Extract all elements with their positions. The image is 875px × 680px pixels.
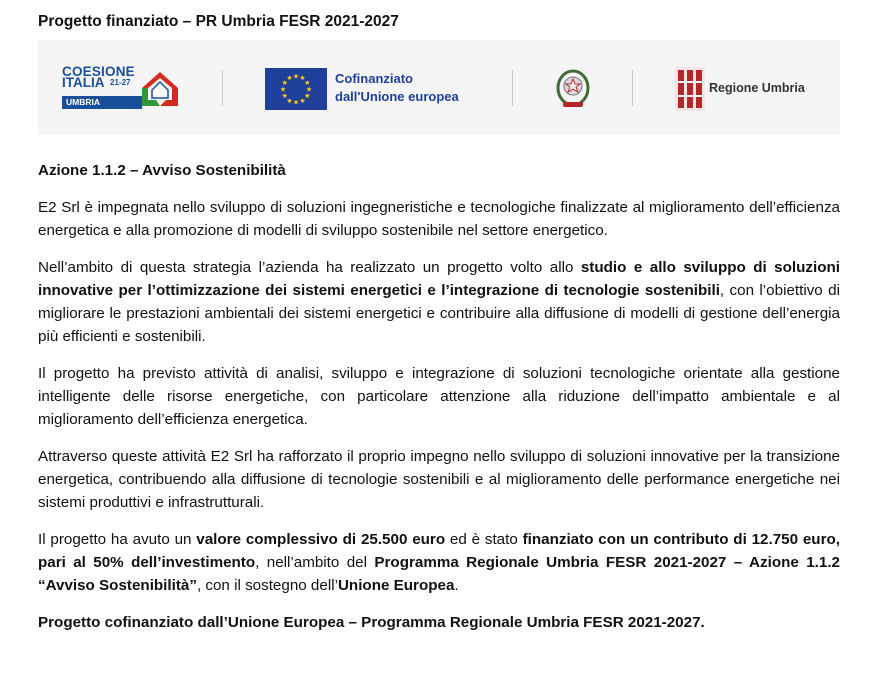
regione-umbria-label: Regione Umbria	[709, 81, 805, 95]
eu-star-icon: ★	[305, 86, 313, 94]
text-run: , nell’ambito del	[255, 554, 375, 571]
regione-umbria-logo	[675, 67, 825, 111]
logo-separator	[512, 70, 513, 106]
umbria-ceri-icon	[675, 67, 705, 111]
bold-text-run: Programma Regionale Umbria FESR 2021-2027 – Azione 1.1.2 “Avviso Sostenibilità”	[38, 554, 840, 594]
coesione-line1: COESIONE	[62, 64, 135, 79]
bold-text-run: valore complessivo di 25.500 euro	[196, 531, 446, 548]
logo-band	[38, 40, 840, 135]
logo-separator	[222, 70, 223, 106]
eu-label-line1: Cofinanziato	[335, 71, 413, 86]
eu-star-icon: ★	[286, 75, 293, 83]
eu-star-icon: ★	[292, 99, 300, 107]
text-run: , con il sostegno dell’	[196, 577, 338, 594]
paragraph-commitment: Attraverso queste attività E2 Srl ha rafforzato il proprio impegno nello sviluppo di soluzioni innovative per la transizione energetica, contribuendo alla diffusione di tecnologie sostenibili e al miglioramento delle performance energetiche nei sistemi produttivi e infrastrutturali.	[38, 448, 840, 511]
paragraph-activities: Il progetto ha previsto attività di analisi, sviluppo e integrazione di soluzioni tecnologiche orientate alla gestione intelligente delle risorse energetiche, con particolare attenzione alla riduzione dell’impatto ambientale e al miglioramento dell’efficienza energetica.	[38, 365, 840, 428]
text-run: , con l’obiettivo di migliorare le prestazioni ambientali dei sistemi energetici e contribuire alla diffusione di modelli di gestione dell’energia più efficienti e sostenibili.	[38, 282, 840, 345]
paragraph-strategy	[38, 256, 840, 348]
coesione-region-bar	[62, 96, 142, 109]
eu-label-line2: dall'Unione europea	[335, 89, 459, 104]
bold-text-run: finanziato con un contributo di 12.750 euro, pari al 50% dell’investimento	[38, 531, 840, 571]
eu-star-icon: ★	[281, 80, 288, 87]
eu-star-icon: ★	[304, 80, 311, 87]
bold-text-run: Unione Europea	[337, 577, 455, 594]
coesione-region: UMBRIA	[66, 97, 100, 107]
eu-star-icon: ★	[279, 86, 287, 94]
paragraph-intro: E2 Srl è impegnata nello sviluppo di soluzioni ingegneristiche e tecnologiche finalizzate al miglioramento dell’efficienza energetica e alla promozione di modelli di sviluppo sostenibile nel settore energetico.	[38, 199, 840, 239]
eu-star-icon: ★	[304, 93, 311, 100]
text-run: ed è stato	[445, 531, 523, 548]
coesione-years: 21-27	[110, 78, 131, 87]
coesione-arrow-icon	[138, 66, 182, 110]
logo-separator	[632, 70, 633, 106]
text-run: Il progetto ha avuto un	[38, 531, 197, 548]
eu-stars-icon	[265, 68, 327, 110]
section-heading: Azione 1.1.2 – Avviso Sostenibilità	[38, 162, 286, 179]
text-run: .	[454, 577, 459, 594]
eu-star-icon: ★	[292, 73, 300, 81]
paragraph-footer: Progetto cofinanziato dall’Unione Europea – Programma Regionale Umbria FESR 2021-2027.	[38, 614, 705, 631]
paragraph-funding	[38, 528, 840, 597]
eu-star-icon: ★	[281, 93, 288, 100]
italian-republic-emblem-icon	[555, 66, 591, 110]
eu-star-icon: ★	[286, 97, 293, 105]
page-title: Progetto finanziato – PR Umbria FESR 2021-2027	[38, 13, 399, 30]
eu-star-icon: ★	[299, 97, 306, 105]
eu-flag-icon	[265, 68, 327, 110]
coesione-italia-logo	[62, 64, 182, 112]
text-run: Nell’ambito di questa strategia l’azienda ha realizzato un progetto volto allo	[38, 259, 581, 276]
document-body	[38, 159, 840, 648]
eu-cofinanced-logo	[265, 68, 475, 110]
bold-text-run: studio e allo sviluppo di soluzioni innovative per l’ottimizzazione dei sistemi energetici e l’integrazione di tecnologie sostenibili	[38, 259, 840, 299]
eu-star-icon: ★	[299, 75, 306, 83]
coesione-line2: ITALIA	[62, 75, 105, 90]
